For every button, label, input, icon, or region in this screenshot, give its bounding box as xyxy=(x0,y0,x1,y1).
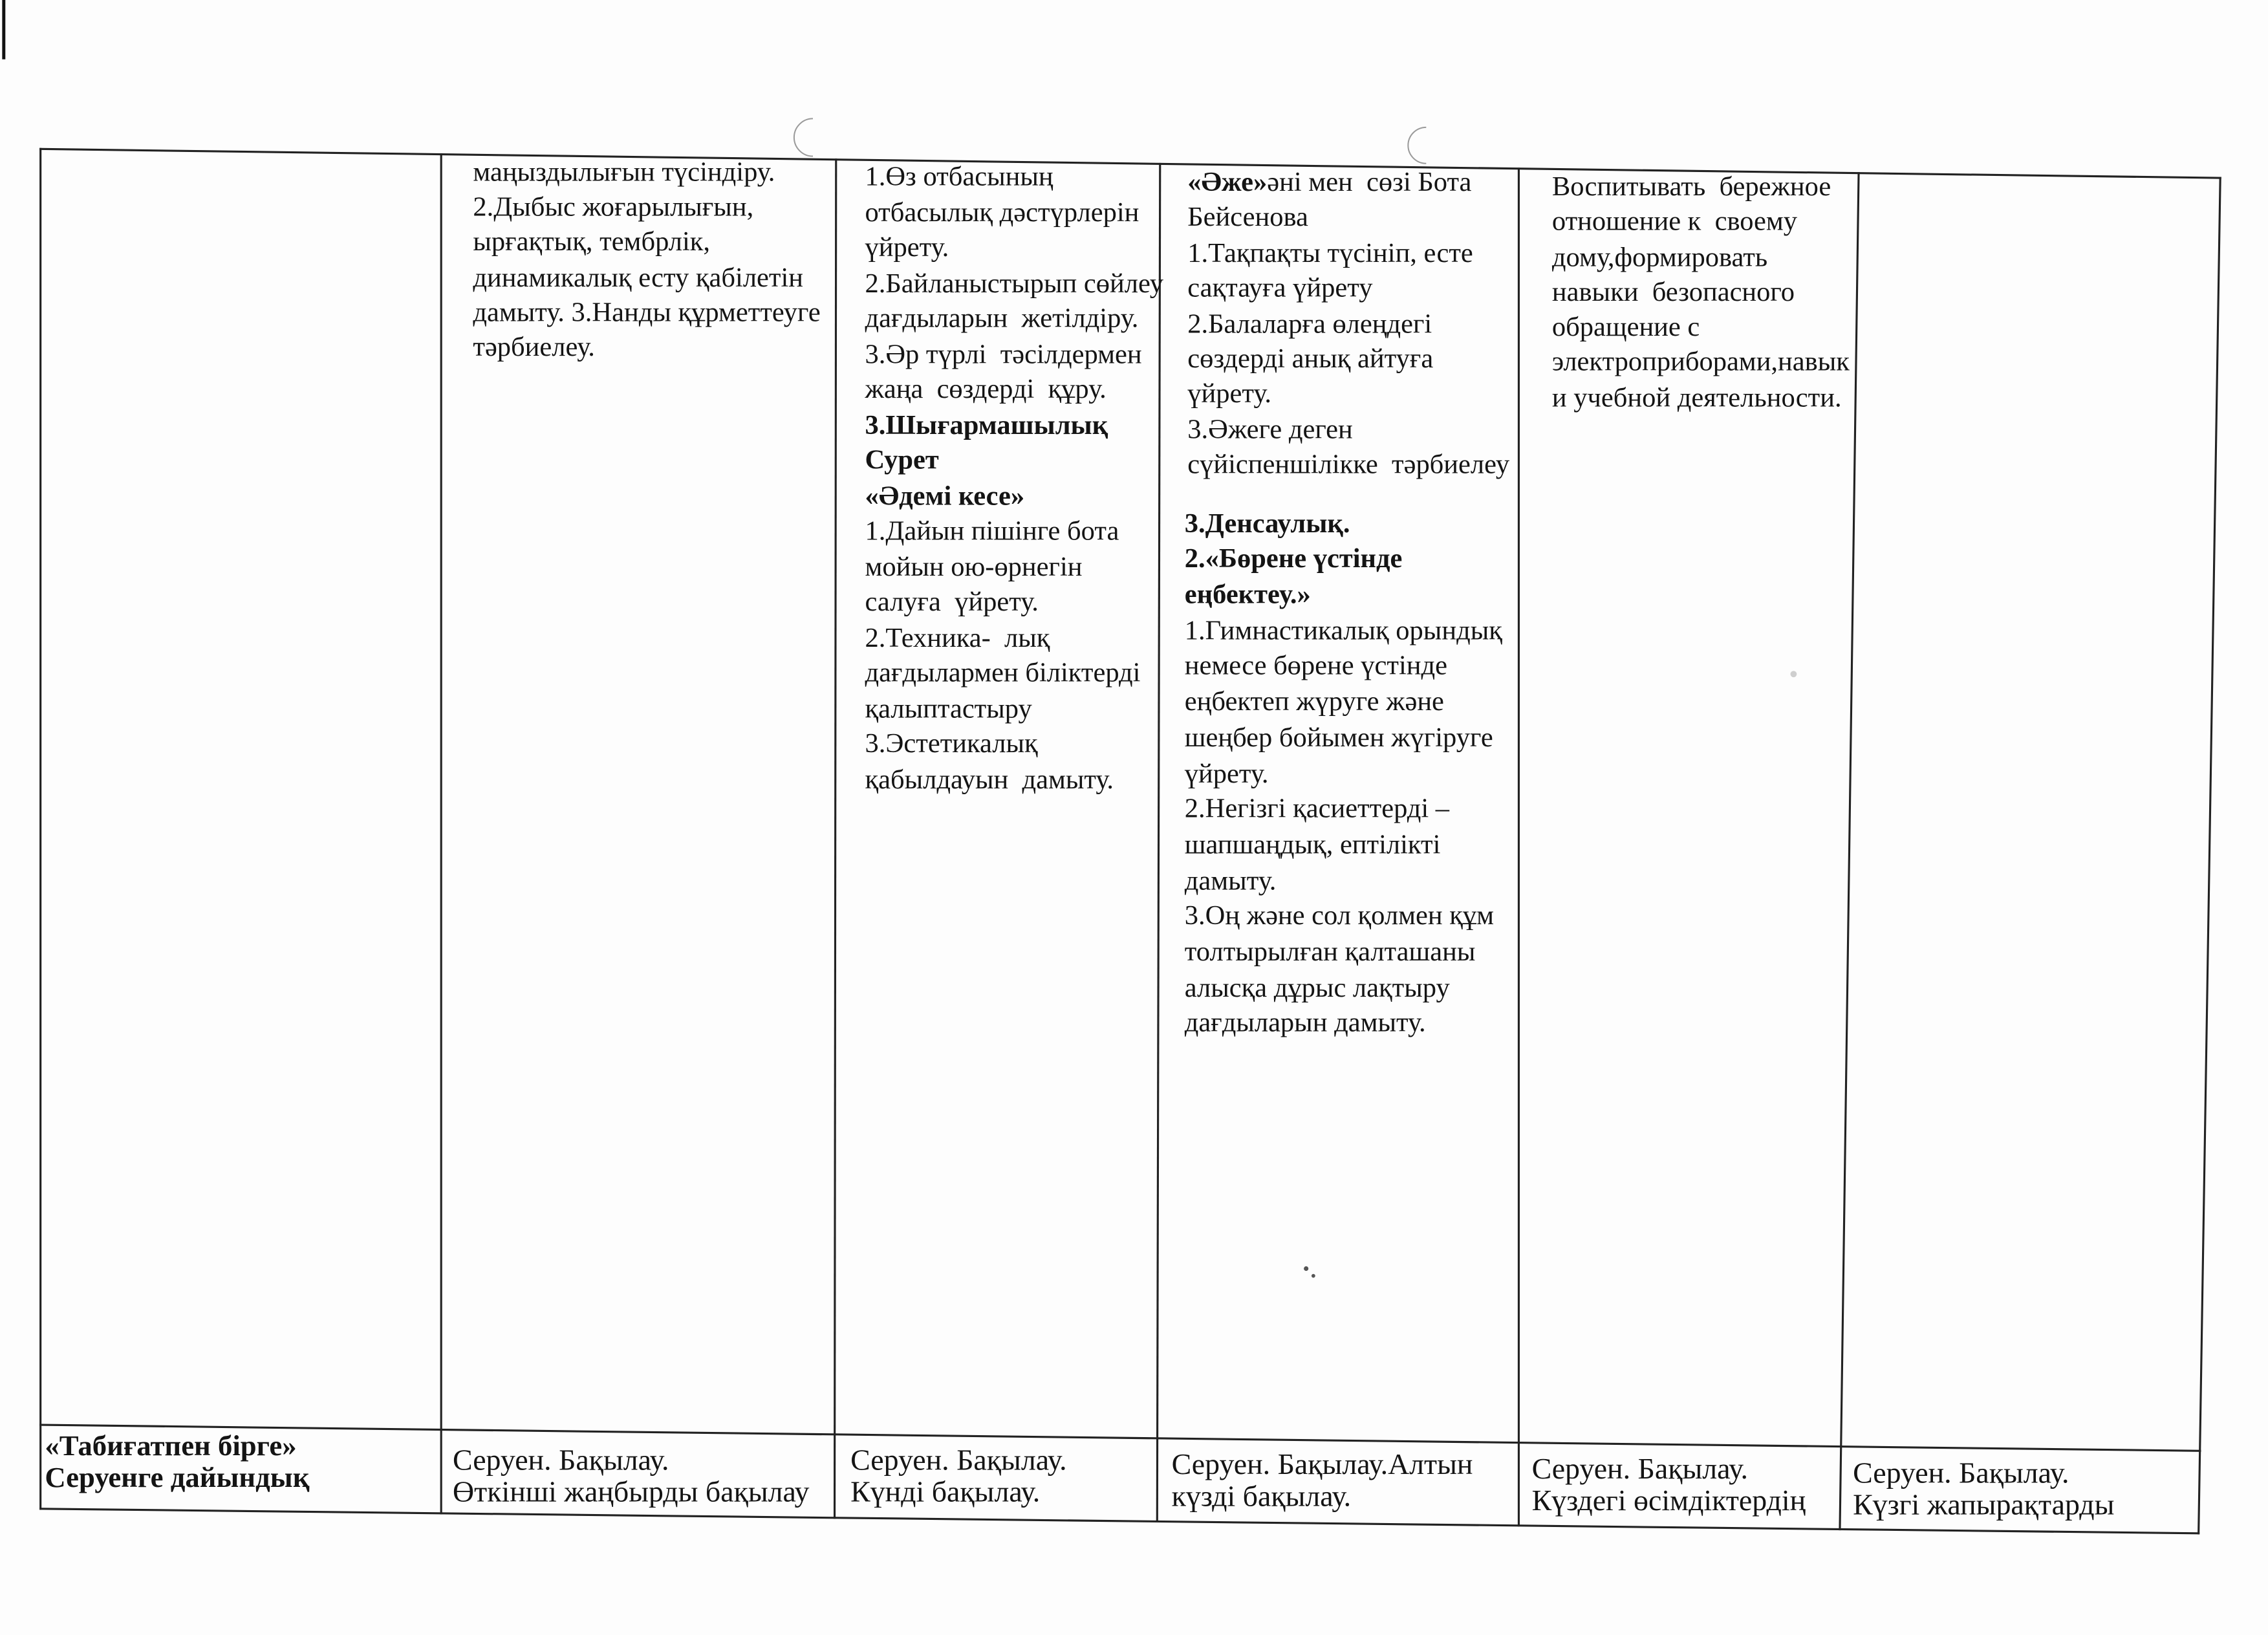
art-goals: 1.Дайын пішінге бота мойын ою-өрнегін салуға үйрету. 2.Техника- лық дағдылармен біліктерді қалыптастыру 3.Эстетикалық қабылдауын дамыту. xyxy=(865,516,1141,796)
health-goals: 1.Гимнастикалық орындық немесе бөрене үстінде еңбектеп жүруге және шеңбер бойымен жүгіруге үйрету. 2.Негізгі қасиеттерді – шапшаңдық, ептілікті дамыту. 3.Оң және сол қолмен құм толтырылған қалташаны алысқа дұрыс лақтыру дағдыларын дамыту. xyxy=(1184,616,1502,1039)
walk-cell: Серуен. Бақылау. Күздегі өсімдіктердің xyxy=(1531,1453,1806,1518)
music-goals-cell: маңыздылығын түсіндіру. 2.Дыбыс жоғарылығын, ырғақтық, тембрлік, динамикалық есту қабілетін дамыту. 3.Нанды құрметтеуге тәрбиелеу. xyxy=(473,157,821,363)
scan-speck xyxy=(1790,671,1797,677)
table-border-right xyxy=(2199,178,2221,1533)
scan-speck xyxy=(1312,1274,1315,1278)
scan-speck xyxy=(1304,1266,1308,1271)
song-title: «Әже» xyxy=(1187,168,1268,199)
speech-and-art-cell xyxy=(865,160,1163,798)
art-heading: 3.Шығармашылық Сурет «Әдемі кесе» xyxy=(865,410,1108,512)
song-cell xyxy=(1187,166,1509,484)
walk-cell: Серуен. Бақылау.Алтын күзді бақылау. xyxy=(1171,1449,1473,1513)
punch-hole-mark xyxy=(794,118,813,156)
song-goals: Бейсенова 1.Тақпақты түсініп, есте сақтауға үйрету 2.Балаларға өлеңдегі сөздерді анық айтуға үйрету. 3.Әжеге деген сүйіспеншілікке тәрбиелеу xyxy=(1187,203,1510,481)
column-divider-2 xyxy=(835,160,836,1518)
row-divider xyxy=(41,1425,2200,1451)
speech-goals: 1.Өз отбасының отбасылық дәстүрлерін үйрету. 2.Байланыстырып сөйлеу дағдыларын жетілдіру. 3.Әр түрлі тәсілдермен жаңа сөздерді құру. xyxy=(865,162,1164,406)
scan-edge-mark xyxy=(2,0,5,60)
health-heading: 3.Денсаулық. 2.«Бөрене үстінде еңбектеу.» xyxy=(1184,508,1403,611)
walk-row-label: «Табиғатпен бірге» Серуенге дайындық xyxy=(45,1431,310,1495)
upbringing-cell: Воспитывать бережное отношение к своему дому,формировать навыки безопасного обращение с электроприборами,навык и учебной деятельности. xyxy=(1551,172,1850,414)
song-title-line xyxy=(1187,166,1509,202)
walk-cell: Серуен. Бақылау. Күзгі жапырақтарды xyxy=(1853,1458,2115,1522)
punch-hole-mark xyxy=(1408,127,1426,164)
song-credit: әні мен сөзі Бота xyxy=(1267,168,1472,199)
walk-cell: Серуен. Бақылау. Өткінші жаңбырды бақылау xyxy=(453,1445,810,1509)
walk-cell: Серуен. Бақылау. Күнді бақылау. xyxy=(850,1445,1067,1509)
health-cell xyxy=(1185,507,1502,1043)
